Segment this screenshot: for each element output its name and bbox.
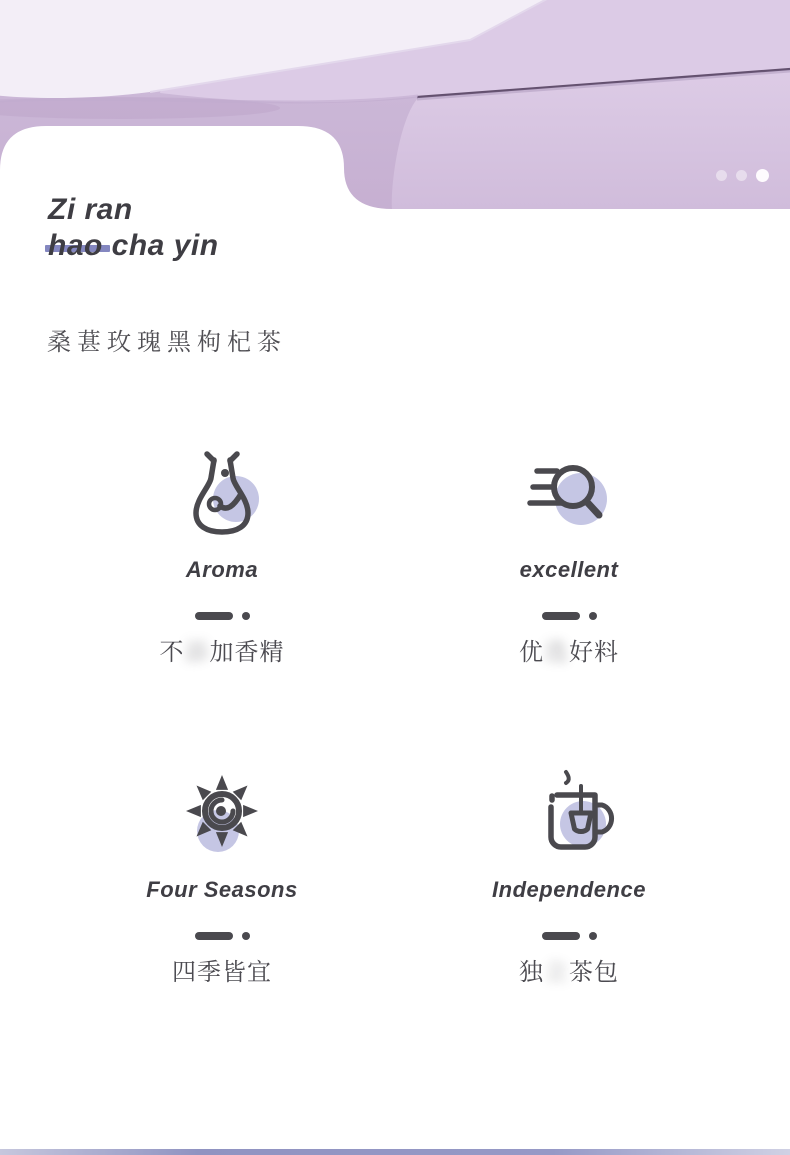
- feature-text: 独立茶包: [439, 952, 699, 987]
- feature-label: Independence: [492, 877, 646, 902]
- feature-label: Aroma: [185, 557, 259, 582]
- dash-dot-divider: [92, 932, 352, 940]
- product-box-photo: [0, 0, 790, 215]
- feature-label: Four Seasons: [146, 877, 298, 902]
- carousel-dot[interactable]: [736, 170, 747, 181]
- page-bottom-accent-bar: [0, 1149, 790, 1155]
- feature-independence: [439, 767, 699, 987]
- product-photo-carousel[interactable]: [0, 0, 790, 215]
- censored-char: 添: [184, 639, 210, 666]
- search-icon: [439, 447, 699, 543]
- flask-icon: [92, 447, 352, 543]
- product-name: 桑葚玫瑰黑枸杞茶: [47, 329, 287, 356]
- feature-text: 优选好料: [439, 632, 699, 667]
- censored-char: 选: [544, 639, 569, 666]
- carousel-indicators: [716, 169, 769, 182]
- carousel-dot[interactable]: [756, 169, 769, 182]
- feature-excellent: [439, 447, 699, 667]
- feature-text: 不添加香精: [92, 632, 352, 667]
- feature-text: 四季皆宜: [172, 959, 272, 986]
- feature-four-seasons: [92, 767, 352, 987]
- censored-char: 立: [544, 959, 569, 986]
- dash-dot-divider: [92, 612, 352, 620]
- brand-title: [48, 192, 219, 264]
- dash-dot-divider: [439, 612, 699, 620]
- brand-title-line2: hao cha yin: [48, 229, 219, 262]
- feature-aroma: [92, 447, 352, 667]
- feature-label: excellent: [519, 557, 619, 582]
- carousel-dot[interactable]: [716, 170, 727, 181]
- dash-dot-divider: [439, 932, 699, 940]
- sun-icon: [92, 767, 352, 863]
- brand-title-line1: Zi ran: [48, 193, 133, 226]
- teacup-icon: [439, 767, 699, 863]
